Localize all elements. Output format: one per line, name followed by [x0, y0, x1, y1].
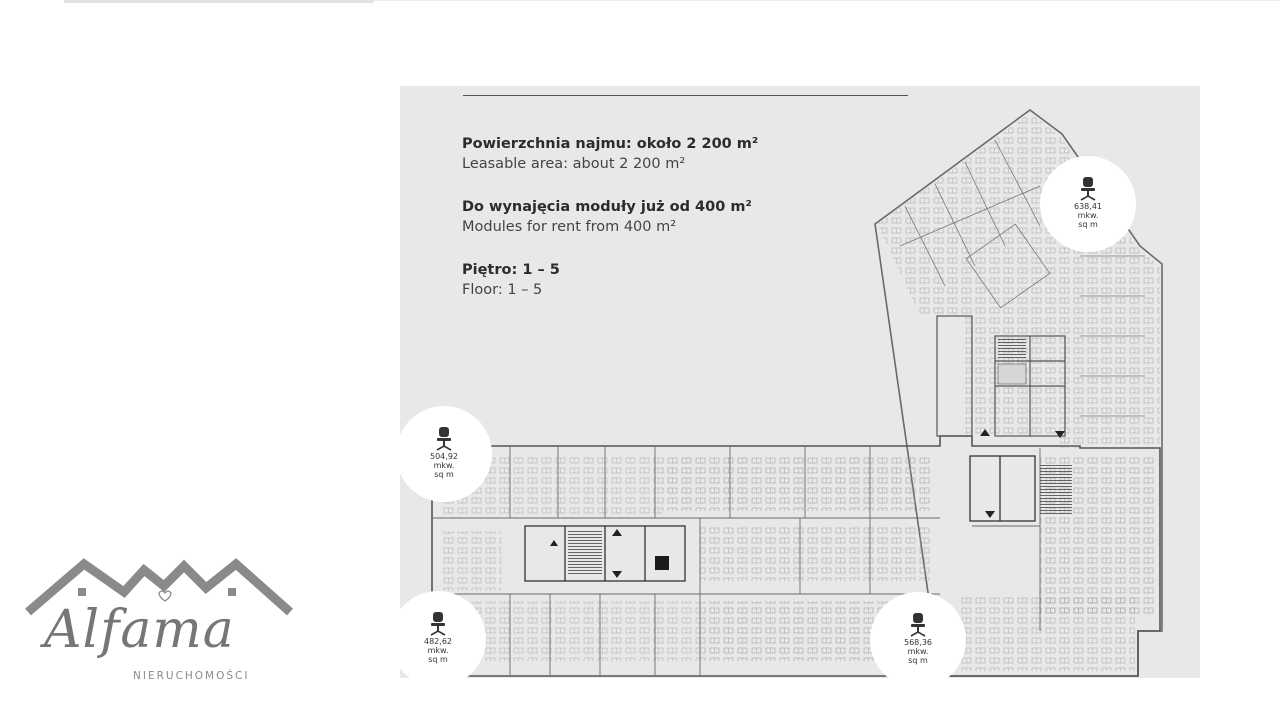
- area-unit-en: sq m: [434, 470, 454, 479]
- area-value: 482,62: [424, 637, 452, 646]
- area-unit-pl: mkw.: [433, 461, 455, 470]
- area-unit-en: sq m: [428, 655, 448, 664]
- area-value: 504,92: [430, 452, 458, 461]
- office-chair-icon: [1078, 176, 1098, 202]
- office-chair-icon: [908, 612, 928, 638]
- area-value: 568,36: [904, 638, 932, 647]
- area-badge-south: [870, 592, 966, 678]
- top-divider-thin: [374, 0, 1280, 1]
- stair-core-central: [568, 531, 602, 576]
- stair-core-upper: [998, 339, 1026, 359]
- area-value: 638,41: [1074, 202, 1102, 211]
- leasable-area-en: Leasable area: about 2 200 m²: [462, 156, 686, 172]
- leasable-area-pl: Powierzchnia najmu: około 2 200 m²: [462, 136, 759, 152]
- wc-accessible-icon: [655, 556, 669, 570]
- angled-wing-fill: [877, 113, 1160, 448]
- area-unit-pl: mkw.: [427, 646, 449, 655]
- floor-pl: Piętro: 1 – 5: [462, 262, 560, 278]
- area-badge-wing: [1040, 156, 1136, 252]
- modules-pl: Do wynajęcia moduły już od 400 m²: [462, 199, 752, 215]
- area-unit-en: sq m: [908, 656, 928, 665]
- office-chair-icon: [428, 611, 448, 637]
- floor-en: Floor: 1 – 5: [462, 282, 543, 298]
- modules-en: Modules for rent from 400 m²: [462, 219, 677, 235]
- area-badge-west: [400, 406, 492, 502]
- stair-core-right: [1040, 464, 1072, 514]
- logo-wordmark: Alfama: [44, 600, 235, 660]
- area-unit-pl: mkw.: [907, 647, 929, 656]
- top-divider: [64, 0, 374, 3]
- floor-plan-panel: [400, 86, 1200, 678]
- office-chair-icon: [434, 426, 454, 452]
- area-unit-en: sq m: [1078, 220, 1098, 229]
- logo-subtitle: NIERUCHOMOŚCI: [133, 670, 250, 682]
- area-unit-pl: mkw.: [1077, 211, 1099, 220]
